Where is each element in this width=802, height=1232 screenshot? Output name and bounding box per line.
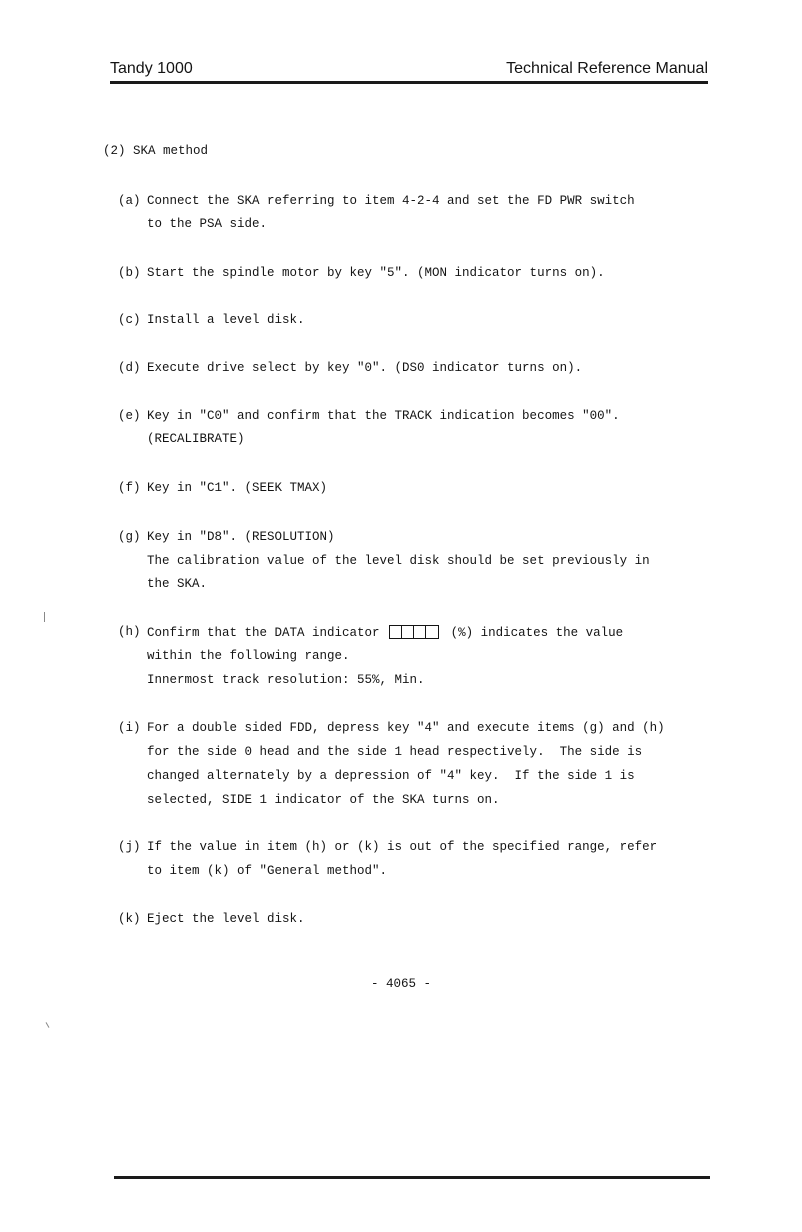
step-g-line-1: Key in "D8". (RESOLUTION)	[147, 530, 335, 544]
step-c-letter: (c)	[118, 313, 141, 327]
step-j	[118, 840, 718, 896]
step-g-line-3: the SKA.	[147, 577, 208, 591]
scan-speck	[46, 1022, 50, 1028]
step-d-line-1: Execute drive select by key "0". (DS0 indicator turns on).	[147, 361, 583, 375]
step-h-line-1-before: Confirm that the DATA indicator	[147, 626, 380, 640]
step-j-line-2: to item (k) of "General method".	[147, 864, 388, 878]
step-a-letter: (a)	[118, 194, 141, 208]
step-h-line-1-after: (%) indicates the value	[450, 626, 624, 640]
scan-speck	[44, 612, 45, 622]
step-i-line-2: for the side 0 head and the side 1 head respectively. The side is	[147, 745, 643, 759]
step-c	[118, 313, 718, 355]
step-f	[118, 481, 718, 523]
header-title-left: Tandy 1000	[110, 60, 193, 77]
step-j-line-1: If the value in item (h) or (k) is out of the specified range, refer	[147, 840, 658, 854]
section-title: (2) SKA method	[103, 144, 209, 158]
header-rule	[110, 81, 708, 84]
step-e-line-1: Key in "C0" and confirm that the TRACK indication becomes "00".	[147, 409, 620, 423]
step-i	[118, 721, 718, 805]
step-a-line-2: to the PSA side.	[147, 217, 268, 231]
step-i-line-4: selected, SIDE 1 indicator of the SKA turns on.	[147, 793, 500, 807]
step-h-letter: (h)	[118, 625, 141, 639]
page-number: - 4065 -	[370, 977, 431, 991]
step-g-line-2: The calibration value of the level disk should be set previously in	[147, 554, 650, 568]
header-title-right: Technical Reference Manual	[506, 60, 708, 77]
step-e-line-2: (RECALIBRATE)	[147, 432, 245, 446]
step-e-letter: (e)	[118, 409, 141, 423]
data-indicator-segments-icon	[389, 625, 439, 639]
step-g-letter: (g)	[118, 530, 141, 544]
step-b	[118, 266, 718, 308]
page-header	[110, 60, 708, 82]
step-h-line-1	[147, 625, 623, 640]
step-b-line-1: Start the spindle motor by key "5". (MON indicator turns on).	[147, 266, 605, 280]
step-j-letter: (j)	[118, 840, 141, 854]
step-a-line-1: Connect the SKA referring to item 4-2-4 and set the FD PWR switch	[147, 194, 635, 208]
step-b-letter: (b)	[118, 266, 141, 280]
step-h-line-3: Innermost track resolution: 55%, Min.	[147, 673, 425, 687]
step-d	[118, 361, 718, 403]
step-h	[118, 625, 718, 695]
step-k-letter: (k)	[118, 912, 141, 926]
step-f-line-1: Key in "C1". (SEEK TMAX)	[147, 481, 328, 495]
step-d-letter: (d)	[118, 361, 141, 375]
step-a	[118, 194, 718, 250]
step-g	[118, 530, 718, 600]
step-f-letter: (f)	[118, 481, 141, 495]
step-e	[118, 409, 718, 465]
footer-rule	[114, 1176, 710, 1179]
step-h-line-2: within the following range.	[147, 649, 350, 663]
step-c-line-1: Install a level disk.	[147, 313, 305, 327]
step-k	[118, 912, 718, 954]
step-i-letter: (i)	[118, 721, 141, 735]
step-i-line-1: For a double sided FDD, depress key "4" and execute items (g) and (h)	[147, 721, 665, 735]
step-k-line-1: Eject the level disk.	[147, 912, 305, 926]
step-i-line-3: changed alternately by a depression of "4" key. If the side 1 is	[147, 769, 635, 783]
